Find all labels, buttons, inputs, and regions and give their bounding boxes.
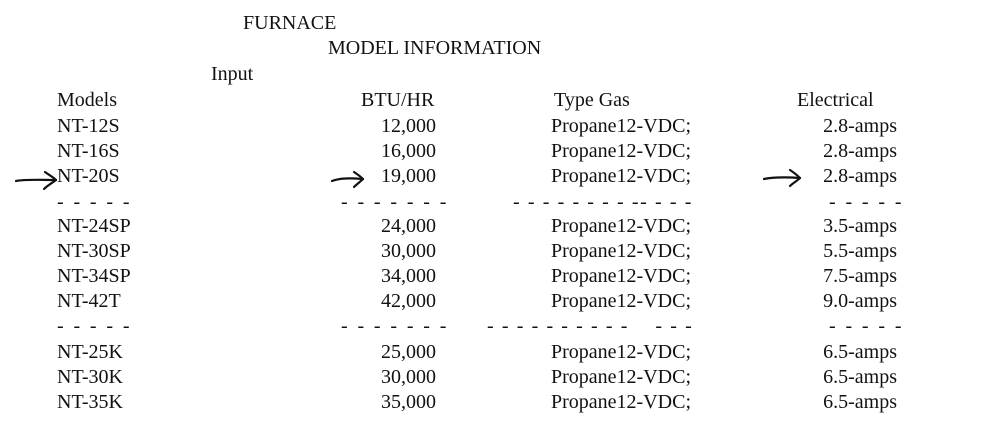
electrical-cell: 6.5-amps (823, 366, 897, 388)
btu-cell: 30,000 (381, 366, 436, 388)
electrical-cell: 2.8-amps (823, 140, 897, 162)
separator-dashes: - - - - - (57, 315, 132, 337)
separator-dashes: - - - - - - - - -- - - - (513, 191, 693, 213)
separator-dashes: - - - - - (829, 315, 904, 337)
model-cell: NT-30K (57, 366, 123, 388)
btu-cell: 25,000 (381, 341, 436, 363)
electrical-cell: 2.8-amps (823, 115, 897, 137)
document-subtitle: MODEL INFORMATION (328, 37, 542, 59)
gas-cell: Propane12-VDC; (551, 366, 691, 388)
model-cell: NT-34SP (57, 265, 131, 287)
btu-cell: 16,000 (381, 140, 436, 162)
electrical-cell: 3.5-amps (823, 215, 897, 237)
btu-cell: 12,000 (381, 115, 436, 137)
electrical-cell: 9.0-amps (823, 290, 897, 312)
electrical-cell: 5.5-amps (823, 240, 897, 262)
electrical-cell: 2.8-amps (823, 165, 897, 187)
electrical-cell: 6.5-amps (823, 341, 897, 363)
separator-dashes: - - - - - (57, 191, 132, 213)
input-label: Input (211, 63, 254, 85)
gas-cell: Propane12-VDC; (551, 140, 691, 162)
model-cell: NT-24SP (57, 215, 131, 237)
model-cell: NT-25K (57, 341, 123, 363)
gas-cell: Propane12-VDC; (551, 240, 691, 262)
header-type-gas: Type Gas (554, 89, 630, 111)
gas-cell: Propane12-VDC; (551, 290, 691, 312)
btu-cell: 34,000 (381, 265, 436, 287)
gas-cell: Propane12-VDC; (551, 265, 691, 287)
model-cell: NT-20S (57, 165, 120, 187)
handwritten-arrow-icon (14, 168, 60, 192)
handwritten-arrow-icon (330, 168, 366, 190)
btu-cell: 19,000 (381, 165, 436, 187)
separator-dashes: - - - - - - - - - - - - - (487, 315, 694, 337)
btu-cell: 24,000 (381, 215, 436, 237)
model-cell: NT-42T (57, 290, 121, 312)
handwritten-arrow-icon (762, 166, 804, 190)
gas-cell: Propane12-VDC; (551, 341, 691, 363)
model-cell: NT-12S (57, 115, 120, 137)
btu-cell: 42,000 (381, 290, 436, 312)
gas-cell: Propane12-VDC; (551, 165, 691, 187)
model-cell: NT-30SP (57, 240, 131, 262)
gas-cell: Propane12-VDC; (551, 115, 691, 137)
model-cell: NT-16S (57, 140, 120, 162)
gas-cell: Propane12-VDC; (551, 215, 691, 237)
separator-dashes: - - - - - - - (341, 315, 449, 337)
btu-cell: 30,000 (381, 240, 436, 262)
gas-cell: Propane12-VDC; (551, 391, 691, 413)
electrical-cell: 6.5-amps (823, 391, 897, 413)
electrical-cell: 7.5-amps (823, 265, 897, 287)
separator-dashes: - - - - - (829, 191, 904, 213)
separator-dashes: - - - - - - - (341, 191, 449, 213)
document-title: FURNACE (243, 12, 337, 34)
btu-cell: 35,000 (381, 391, 436, 413)
header-btu: BTU/HR (361, 89, 435, 111)
header-electrical: Electrical (797, 89, 874, 111)
model-cell: NT-35K (57, 391, 123, 413)
header-models: Models (57, 89, 117, 111)
